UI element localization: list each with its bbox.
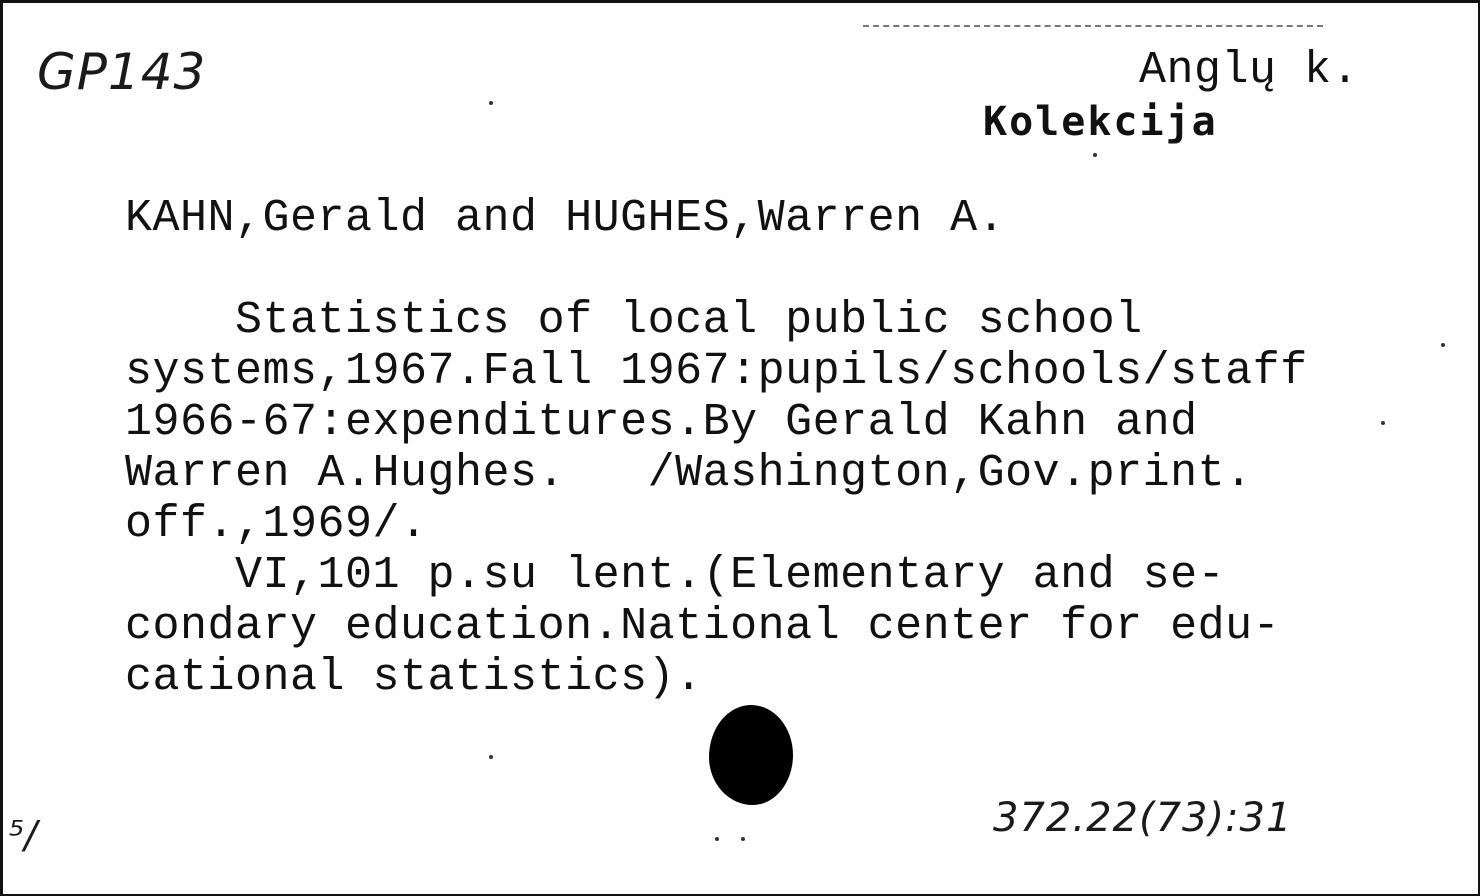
description-line: VI,101 p.su lent.(Elementary and se-: [125, 550, 1226, 601]
speck: [489, 755, 493, 759]
bibliographic-description: [125, 295, 1308, 703]
speck: [1441, 343, 1445, 347]
speck: [489, 101, 493, 105]
punch-hole: [709, 705, 793, 805]
description-line: off.,1969/.: [125, 499, 428, 550]
speck: [1381, 421, 1385, 425]
call-number: GP143: [37, 43, 207, 101]
speck: [741, 837, 745, 841]
description-line: 1966-67:expenditures.By Gerald Kahn and: [125, 397, 1198, 448]
description-line: systems,1967.Fall 1967:pupils/schools/staff: [125, 346, 1308, 397]
description-line: Warren A.Hughes. /Washington,Gov.print.: [125, 448, 1253, 499]
description-line: cational statistics).: [125, 652, 703, 703]
top-edge-dashes: [863, 25, 1323, 27]
margin-mark: ⁵/: [9, 813, 38, 857]
description-line: condary education.National center for edu-: [125, 601, 1281, 652]
description-line: Statistics of local public school: [125, 295, 1143, 346]
collection-name: Kolekcija: [983, 99, 1218, 145]
collection-language: Anglų k.: [1139, 45, 1360, 96]
udc-classification: 372.22(73):31: [993, 795, 1293, 841]
speck: [1093, 153, 1097, 157]
author-line: KAHN,Gerald and HUGHES,Warren A.: [125, 193, 1006, 244]
speck: [715, 837, 719, 841]
